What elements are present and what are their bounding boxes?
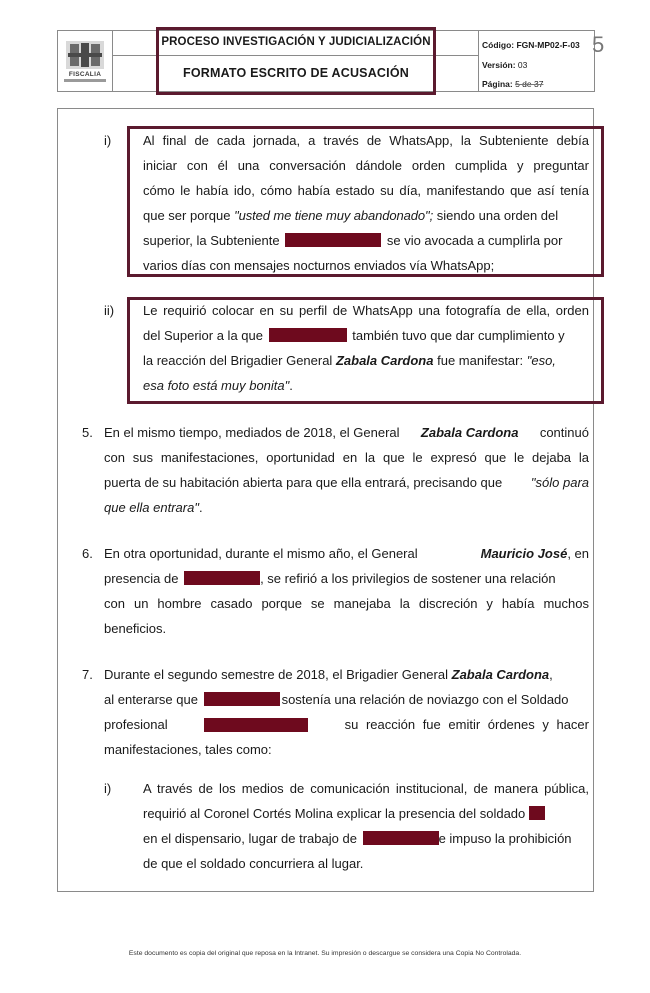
redaction [529, 806, 545, 820]
p6-line-2a: presencia de [104, 571, 179, 586]
redaction [204, 692, 280, 706]
item-ii-line-3a: la reacción del Brigadier General [143, 353, 333, 368]
item-i-line-1: Al final de cada jornada, a través de WhatsApp, la Subteniente debía [143, 133, 589, 148]
item-ii-line-1: Le requirió colocar en su perfil de WhatsApp una fotografía de ella, orden [143, 303, 589, 318]
item-ii-period: . [289, 378, 293, 393]
p6-line-4: beneficios. [104, 621, 167, 636]
p7-line-3a: profesional [104, 717, 168, 732]
item-i-line-5 [143, 230, 562, 252]
code-label: Código: [482, 40, 515, 50]
p5-line-4 [104, 497, 203, 519]
item-i2-line-3b: e impuso la prohibición [438, 831, 572, 846]
zabala-cardona-name: Zabala Cardona [420, 425, 519, 440]
version-label: Versión: [482, 60, 516, 70]
p7-line-1a: Durante el segundo semestre de 2018, el Brigadier General [104, 667, 448, 682]
item-i2-line-4: de que el soldado concurriera al lugar. [143, 856, 364, 871]
page-label: Página: [482, 79, 513, 89]
item-i2-line-3a: en el dispensario, lugar de trabajo de [143, 831, 357, 846]
version-row [482, 60, 527, 70]
item-ii-quote-end: esa foto está muy bonita" [143, 378, 290, 393]
zabala-cardona-name: Zabala Cardona [451, 667, 550, 682]
item-ii-line-2 [143, 325, 565, 347]
format-title: FORMATO ESCRITO DE ACUSACIÓN [183, 66, 409, 80]
p6-line-1a: En otra oportunidad, durante el mismo año, el General [104, 546, 418, 561]
redaction [285, 233, 381, 247]
p5-quote-start: "sólo para [530, 475, 589, 490]
zabala-cardona-name: Zabala Cardona [335, 353, 434, 368]
p6-line-2b: , se refirió a los privilegios de sostener una relación [260, 571, 556, 586]
paragraph-number-5: 5. [82, 425, 93, 440]
redaction [363, 831, 439, 845]
item-i-line-4a: que ser porque [143, 208, 231, 223]
p7-line-2a: al enterarse que [104, 692, 198, 707]
item-i2-line-2a: requirió al Coronel Cortés Molina explicar la presencia del soldado [143, 806, 526, 821]
p5-line-3 [104, 472, 589, 494]
p7-line-4: manifestaciones, tales como: [104, 742, 272, 757]
p7-comma: , [549, 667, 553, 682]
item-i-line-5b: se vio avocada a cumplirla por [386, 233, 563, 248]
p7-line-2b: sostenía una relación de noviazgo con el Soldado [281, 692, 569, 707]
page-value: 5 de 37 [515, 79, 544, 89]
item-i-line-6: varios días con mensajes nocturnos enviados vía WhatsApp; [143, 258, 495, 273]
p7-line-3b: su reacción fue emitir órdenes y hacer [344, 717, 589, 732]
item-ii-quote-start: "eso, [526, 353, 556, 368]
p6-line-1b: , en [567, 546, 589, 561]
version-value: 03 [517, 60, 528, 70]
redaction [184, 571, 260, 585]
paragraph-number-6: 6. [82, 546, 93, 561]
item-ii-line-2b: también tuvo que dar cumplimiento y [352, 328, 565, 343]
logo-underline [64, 79, 106, 82]
p5-period: . [198, 500, 203, 515]
item-i-line-4b: siendo una orden del [436, 208, 559, 223]
p5-line-1a: En el mismo tiempo, mediados de 2018, el General [104, 425, 400, 440]
p7-line-1 [104, 664, 553, 686]
redaction [269, 328, 347, 342]
logo-text: FISCALIA [68, 71, 102, 78]
p5-line-1 [104, 422, 589, 444]
p7-line-2 [104, 689, 569, 711]
item-i2-line-3 [143, 828, 572, 850]
process-title: PROCESO INVESTIGACIÓN Y JUDICIALIZACIÓN [161, 36, 431, 48]
paragraph-number-7: 7. [82, 667, 93, 682]
p5-line-2: con sus manifestaciones, oportunidad en la que le expresó que le dejaba la [104, 450, 589, 465]
item-ii-line-3 [143, 350, 556, 372]
item-ii-line-2a: del Superior a la que [143, 328, 263, 343]
page-row [482, 79, 543, 89]
code-row [482, 40, 580, 50]
p5-line-1b: continuó [539, 425, 589, 440]
p6-line-3: con un hombre casado porque se manejaba la discreción y había muchos [104, 596, 589, 611]
p6-line-2 [104, 568, 556, 590]
item-i-line-5a: superior, la Subteniente [143, 233, 280, 248]
p5-line-3a: puerta de su habitación abierta para que ella entrará, precisando que [104, 475, 503, 490]
item-i-quote: "usted me tiene muy abandonado"; [234, 208, 434, 223]
p7-line-3 [104, 714, 589, 736]
item-i-line-3: cómo le había ido, cómo había estado su día, manifestando que así tenía [143, 183, 589, 198]
item-label-i-second: i) [104, 781, 112, 796]
mauricio-jose-name: Mauricio José [480, 546, 568, 561]
p5-quote-end: que ella entrara" [104, 500, 199, 515]
item-ii-line-4 [143, 375, 293, 397]
item-i-line-4 [143, 205, 558, 227]
p6-line-1 [104, 543, 589, 565]
redaction [204, 718, 308, 732]
footer-note: Este documento es copia del original que reposa en la Intranet. Su impresión o descargue se considera una Copia No Controlada. [128, 950, 522, 957]
item-label-ii-first: ii) [104, 303, 115, 318]
handwritten-page-number: 5 [592, 32, 605, 57]
item-i2-line-1: A través de los medios de comunicación institucional, de manera pública, [143, 781, 589, 796]
fiscalia-logo-icon [66, 41, 104, 69]
item-ii-line-3b: fue manifestar: [437, 353, 524, 368]
item-label-i-first: i) [104, 133, 112, 148]
code-value: FGN-MP02-F-03 [516, 40, 580, 50]
item-i-line-2: iniciar con él una conversación dándole orden cumplida y preguntar [143, 158, 589, 173]
item-i2-line-2 [143, 803, 545, 825]
